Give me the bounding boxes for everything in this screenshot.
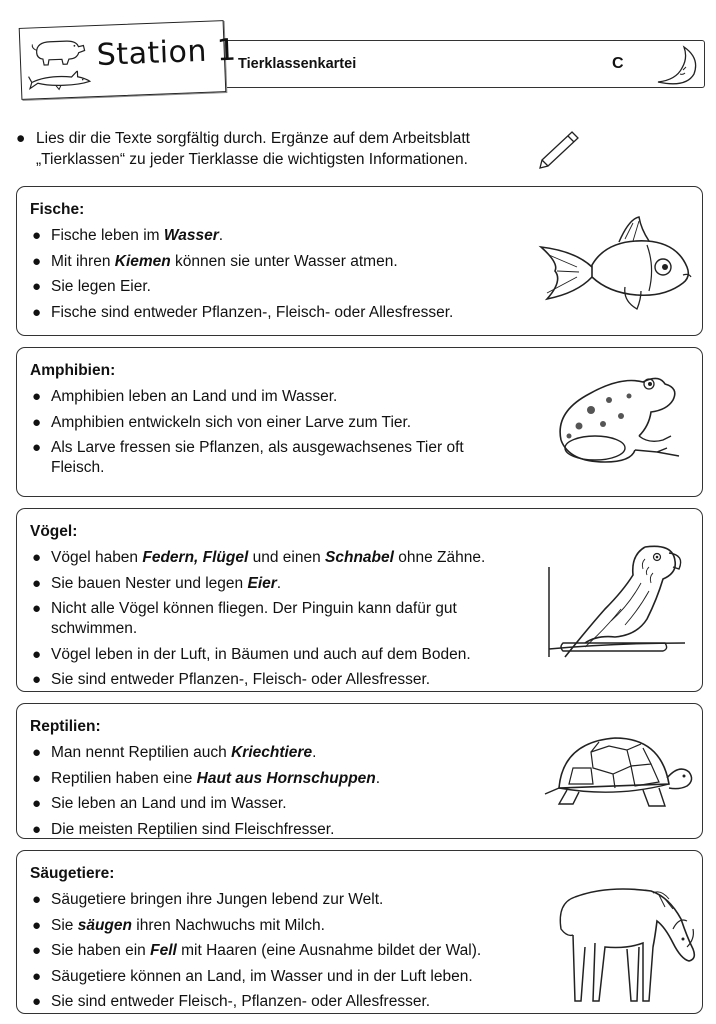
keyword: Federn, Flügel <box>142 549 249 566</box>
fact-text: Säugetiere bringen ihre Jungen lebend zur Welt. <box>51 891 384 908</box>
fact-text: Reptilien haben eine <box>51 769 197 787</box>
fact-item <box>30 387 491 407</box>
bullet: ● <box>32 744 42 761</box>
section-title: Vögel: <box>30 523 78 540</box>
fact-item <box>30 992 481 1012</box>
fact-text: Man nennt Reptilien auch <box>51 744 232 761</box>
fact-text: ohne Zähne. <box>393 549 486 566</box>
fact-text: . <box>218 227 224 244</box>
fact-item <box>30 413 491 433</box>
fact-list <box>30 890 481 1018</box>
fact-item <box>30 303 453 323</box>
fact-item <box>30 670 521 690</box>
worksheet-subject: Tierklassenkartei <box>238 56 357 72</box>
section-title: Reptilien: <box>30 718 101 735</box>
keyword: Fell <box>150 942 177 959</box>
fact-item <box>30 548 521 568</box>
fact-text: Sie sind entweder Fleisch-, Pflanzen- oder Allesfresser. <box>51 993 431 1010</box>
card-fische <box>16 186 703 336</box>
fact-item <box>30 967 481 987</box>
section-title: Fische: <box>30 201 85 218</box>
fact-text: Vögel haben <box>51 549 143 566</box>
bullet: ● <box>32 278 42 295</box>
fact-text: Säugetiere können an Land, im Wasser und in der Luft leben. <box>51 967 473 985</box>
bullet: ● <box>32 967 42 985</box>
fact-item <box>30 438 491 478</box>
keyword: Kiemen <box>114 252 171 270</box>
donkey-illustration <box>547 877 697 1009</box>
fact-text: . <box>276 574 282 592</box>
card-amphibien <box>16 347 703 497</box>
bullet: ● <box>32 252 42 270</box>
keyword: Schnabel <box>325 549 394 566</box>
bullet: ● <box>16 130 26 147</box>
fact-text: ihren Nachwuchs mit Milch. <box>131 916 325 934</box>
pencil-icon <box>536 130 580 170</box>
fact-text: Sie sind entweder Pflanzen-, Fleisch- oder Allesfresser. <box>51 671 431 688</box>
shark-icon <box>27 70 92 92</box>
bullet: ● <box>32 600 42 617</box>
bullet: ● <box>32 388 42 405</box>
fact-list <box>30 226 453 328</box>
card-reptilien <box>16 703 703 839</box>
fact-list <box>30 548 521 696</box>
fact-text: Fische sind entweder Pflanzen-, Fleisch- oder Allesfresser. <box>51 303 454 321</box>
bullet: ● <box>32 303 42 321</box>
fact-item <box>30 890 481 910</box>
fact-text: Sie leben an Land und im Wasser. <box>51 795 287 812</box>
fact-text: Sie haben ein <box>51 942 151 959</box>
fact-item <box>30 574 521 594</box>
fact-list <box>30 387 491 484</box>
fact-item <box>30 916 481 936</box>
bullet: ● <box>32 413 42 431</box>
moon-icon <box>650 44 700 88</box>
keyword: Kriechtiere <box>231 744 313 761</box>
difficulty-level: C <box>612 55 624 72</box>
keyword: Haut aus Hornschuppen <box>196 769 376 787</box>
fact-text: . <box>375 769 381 787</box>
fact-text: Amphibien entwickeln sich von einer Larve zum Tier. <box>51 413 412 431</box>
bullet: ● <box>32 820 42 838</box>
fact-item <box>30 645 521 665</box>
section-title: Säugetiere: <box>30 865 115 882</box>
fact-text: Amphibien leben an Land und im Wasser. <box>51 388 338 405</box>
keyword: Eier <box>247 574 277 592</box>
fact-text: Mit ihren <box>51 252 115 270</box>
card-saeugetiere <box>16 850 703 1014</box>
fact-item <box>30 743 380 763</box>
fact-text: mit Haaren (eine Ausnahme bildet der Wal). <box>176 942 482 959</box>
bullet: ● <box>32 227 42 244</box>
fact-list <box>30 743 380 845</box>
instruction-line-1: Lies dir die Texte sorgfältig durch. Ergänze auf dem Arbeitsblatt <box>36 130 470 147</box>
bullet: ● <box>32 769 42 787</box>
fact-text: Als Larve fressen sie Pflanzen, als ausgewachsenes Tier oft Fleisch. <box>51 439 464 476</box>
bullet: ● <box>32 942 42 959</box>
fact-text: Vögel leben in der Luft, in Bäumen und auch auf dem Boden. <box>51 645 471 663</box>
keyword: Wasser <box>163 227 219 244</box>
station-title: Station 1 <box>96 32 238 73</box>
fact-text: können sie unter Wasser atmen. <box>170 252 398 270</box>
bullet: ● <box>32 993 42 1010</box>
fact-item <box>30 252 453 272</box>
fact-text: Die meisten Reptilien sind Fleischfresser. <box>51 820 335 838</box>
pig-icon <box>28 34 87 66</box>
fact-text: und einen <box>248 549 326 566</box>
fact-item <box>30 599 521 639</box>
fact-item <box>30 226 453 246</box>
bullet: ● <box>32 645 42 663</box>
section-title: Amphibien: <box>30 362 116 379</box>
fact-item <box>30 820 380 840</box>
budgie-illustration <box>545 539 695 669</box>
fact-text: Nicht alle Vögel können fliegen. Der Pinguin kann dafür gut schwimmen. <box>51 600 457 637</box>
fact-text: Sie legen Eier. <box>51 278 151 295</box>
fact-item <box>30 794 380 814</box>
bullet: ● <box>32 439 42 456</box>
fact-text: Sie <box>51 916 78 934</box>
fact-text: . <box>312 744 317 761</box>
fish-illustration <box>537 215 697 313</box>
bullet: ● <box>32 795 42 812</box>
bullet: ● <box>32 891 42 908</box>
frog-illustration <box>539 370 689 470</box>
instruction-line-2: „Tierklassen“ zu jeder Tierklasse die wichtigsten Informationen. <box>36 151 468 168</box>
bullet: ● <box>32 671 42 688</box>
fact-item <box>30 277 453 297</box>
station-label <box>19 20 238 100</box>
bullet: ● <box>32 549 42 566</box>
fact-text: Fische leben im <box>51 227 164 244</box>
bullet: ● <box>32 916 42 934</box>
card-voegel <box>16 508 703 692</box>
tortoise-illustration <box>539 728 694 812</box>
keyword: säugen <box>77 916 132 934</box>
fact-item <box>30 769 380 789</box>
bullet: ● <box>32 574 42 592</box>
fact-item <box>30 941 481 961</box>
fact-text: Sie bauen Nester und legen <box>51 574 248 592</box>
